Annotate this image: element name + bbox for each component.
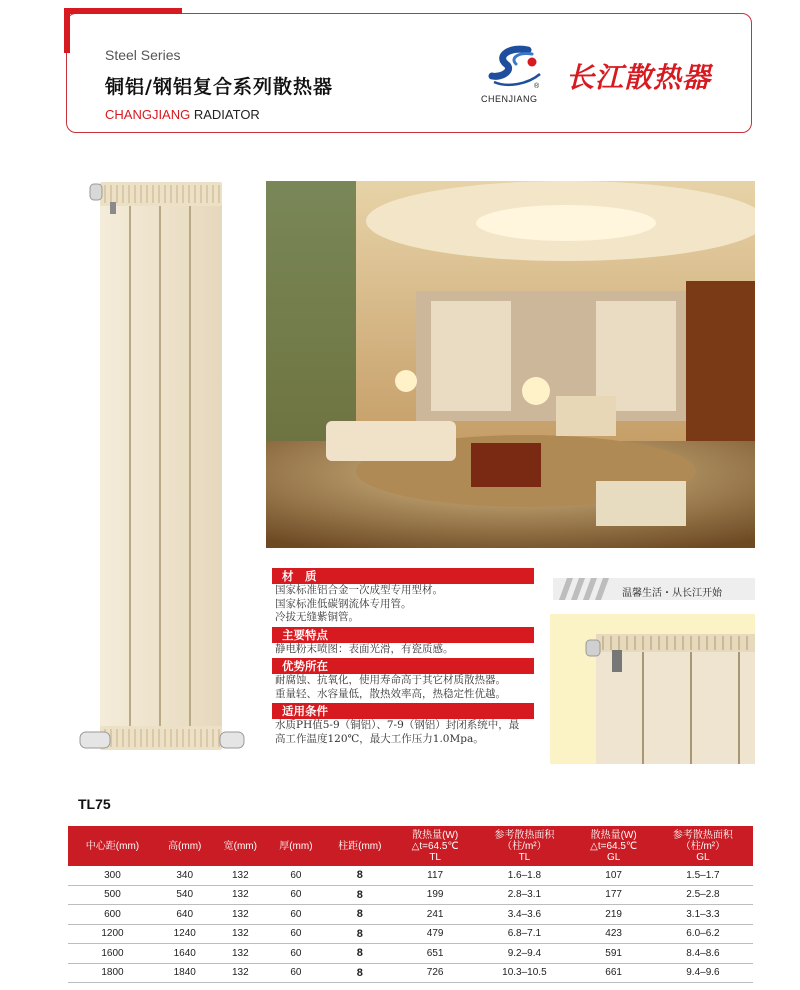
cell-thickness: 60	[268, 944, 324, 964]
features-line-1: 静电粉末喷图：表面光滑，有瓷质感。	[275, 642, 454, 655]
cell-heat-gl: 107	[574, 866, 652, 885]
material-line-1: 国家标准铝合金一次成型专用型材。	[275, 584, 443, 596]
cell-area-tl: 3.4–3.6	[474, 905, 574, 925]
cell-area-gl: 6.0–6.2	[653, 924, 753, 944]
section-heading-material: 材 质	[272, 568, 534, 584]
cell-area-tl: 6.8–7.1	[474, 924, 574, 944]
header-height	[157, 826, 213, 866]
cell-area-gl: 1.5–1.7	[653, 866, 753, 885]
cell-width: 132	[213, 924, 269, 944]
header-center-distance-text: 中心距(mm)	[85, 840, 140, 852]
header-area-tl-text: 参考散热面积 （柱/m²） TL	[494, 829, 555, 863]
header-area-tl	[474, 826, 574, 866]
spec-table-body	[68, 866, 753, 983]
cell-center-distance: 1200	[68, 924, 157, 944]
registered-mark: ®	[534, 83, 540, 90]
cell-thickness: 60	[268, 905, 324, 925]
cell-thickness: 60	[268, 885, 324, 905]
slogan-text: 温馨生活・从长江开始	[622, 588, 722, 599]
series-label: Steel Series	[105, 47, 181, 63]
cell-heat-gl: 591	[574, 944, 652, 964]
cell-column-pitch: 8	[324, 924, 396, 944]
cell-area-tl: 1.6–1.8	[474, 866, 574, 885]
cell-center-distance: 600	[68, 905, 157, 925]
model-label: TL75	[78, 796, 111, 812]
material-line-2: 国家标准低碳钢流体专用管。	[275, 597, 412, 610]
cell-column-pitch: 8	[324, 866, 396, 885]
living-room-photo	[266, 181, 755, 548]
header-heat-gl	[574, 826, 652, 866]
cell-center-distance: 1800	[68, 963, 157, 983]
header-height-text: 高(mm)	[168, 840, 202, 852]
cell-heat-gl: 219	[574, 905, 652, 925]
header-width-text: 宽(mm)	[223, 840, 257, 852]
header-width	[213, 826, 269, 866]
advantages-line-2: 重量轻、水容量低，散热效率高，热稳定性优越。	[275, 687, 506, 700]
spec-header-row	[68, 826, 753, 866]
section-heading-advantages: 优势所在	[272, 658, 534, 674]
header-column-pitch-text: 柱距(mm)	[338, 840, 382, 852]
cell-area-tl: 2.8–3.1	[474, 885, 574, 905]
cell-heat-tl: 651	[396, 944, 474, 964]
section-heading-features: 主要特点	[272, 627, 534, 643]
cell-column-pitch: 8	[324, 905, 396, 925]
cell-width: 132	[213, 866, 269, 885]
cell-height: 340	[157, 866, 213, 885]
spec-table	[68, 826, 753, 983]
header-heat-tl	[396, 826, 474, 866]
cell-center-distance: 500	[68, 885, 157, 905]
cell-heat-tl: 199	[396, 885, 474, 905]
table-row	[68, 944, 753, 964]
header-accent-left	[64, 8, 70, 53]
cell-heat-gl: 661	[574, 963, 652, 983]
cell-center-distance: 300	[68, 866, 157, 885]
cell-area-tl: 10.3–10.5	[474, 963, 574, 983]
logo-text: CHENJIANG	[481, 94, 538, 104]
cell-column-pitch: 8	[324, 885, 396, 905]
cell-height: 640	[157, 905, 213, 925]
header-heat-gl-text: 散热量(W) △t=64.5℃ GL	[590, 829, 638, 863]
header-area-gl-text: 参考散热面积 （柱/m²） GL	[672, 829, 733, 863]
cell-height: 1640	[157, 944, 213, 964]
cell-column-pitch: 8	[324, 963, 396, 983]
cell-heat-gl: 177	[574, 885, 652, 905]
cell-area-gl: 2.5–2.8	[653, 885, 753, 905]
cell-heat-tl: 117	[396, 866, 474, 885]
cell-thickness: 60	[268, 924, 324, 944]
brand-english	[105, 107, 260, 122]
cell-area-gl: 9.4–9.6	[653, 963, 753, 983]
advantages-line-1: 耐腐蚀、抗氧化，使用寿命高于其它材质散热器。	[275, 674, 506, 686]
table-row	[68, 924, 753, 944]
cell-height: 1240	[157, 924, 213, 944]
header-heat-tl-text: 散热量(W) △t=64.5℃ TL	[411, 829, 459, 863]
cell-heat-tl: 479	[396, 924, 474, 944]
cell-width: 132	[213, 905, 269, 925]
cell-thickness: 60	[268, 866, 324, 885]
header-center-distance	[68, 826, 157, 866]
section-heading-conditions: 适用条件	[272, 703, 534, 719]
cell-column-pitch: 8	[324, 944, 396, 964]
table-row	[68, 963, 753, 983]
cell-width: 132	[213, 944, 269, 964]
page-title: 铜铝/钢铝复合系列散热器	[105, 76, 333, 98]
header-thickness	[268, 826, 324, 866]
header-accent-top	[64, 8, 182, 14]
cell-area-tl: 9.2–9.4	[474, 944, 574, 964]
product-info	[272, 566, 534, 746]
radiator-product-image	[78, 176, 248, 756]
brand-english-red: CHANGJIANG	[105, 107, 191, 122]
cell-heat-tl: 726	[396, 963, 474, 983]
cell-width: 132	[213, 963, 269, 983]
table-row	[68, 905, 753, 925]
cell-center-distance: 1600	[68, 944, 157, 964]
table-row	[68, 885, 753, 905]
brand-english-rest: RADIATOR	[190, 107, 260, 122]
conditions-line-1: 水质PH值5-9（铜铝）、7-9（钢铝）封闭系统中，最	[275, 719, 520, 731]
header-column-pitch	[324, 826, 396, 866]
cell-heat-tl: 241	[396, 905, 474, 925]
cell-height: 540	[157, 885, 213, 905]
conditions-line-2: 高工作温度120℃，最大工作压力1.0Mpa。	[275, 732, 484, 745]
table-row	[68, 866, 753, 885]
cell-width: 132	[213, 885, 269, 905]
cell-area-gl: 8.4–8.6	[653, 944, 753, 964]
brand-chinese: 长江散热器	[566, 61, 712, 94]
cell-area-gl: 3.1–3.3	[653, 905, 753, 925]
cell-height: 1840	[157, 963, 213, 983]
radiator-detail-image	[550, 614, 755, 764]
header-area-gl	[653, 826, 753, 866]
cell-thickness: 60	[268, 963, 324, 983]
company-logo-icon	[488, 44, 546, 90]
cell-heat-gl: 423	[574, 924, 652, 944]
header-thickness-text: 厚(mm)	[279, 840, 313, 852]
material-line-3: 冷拔无缝紫铜管。	[275, 611, 359, 623]
